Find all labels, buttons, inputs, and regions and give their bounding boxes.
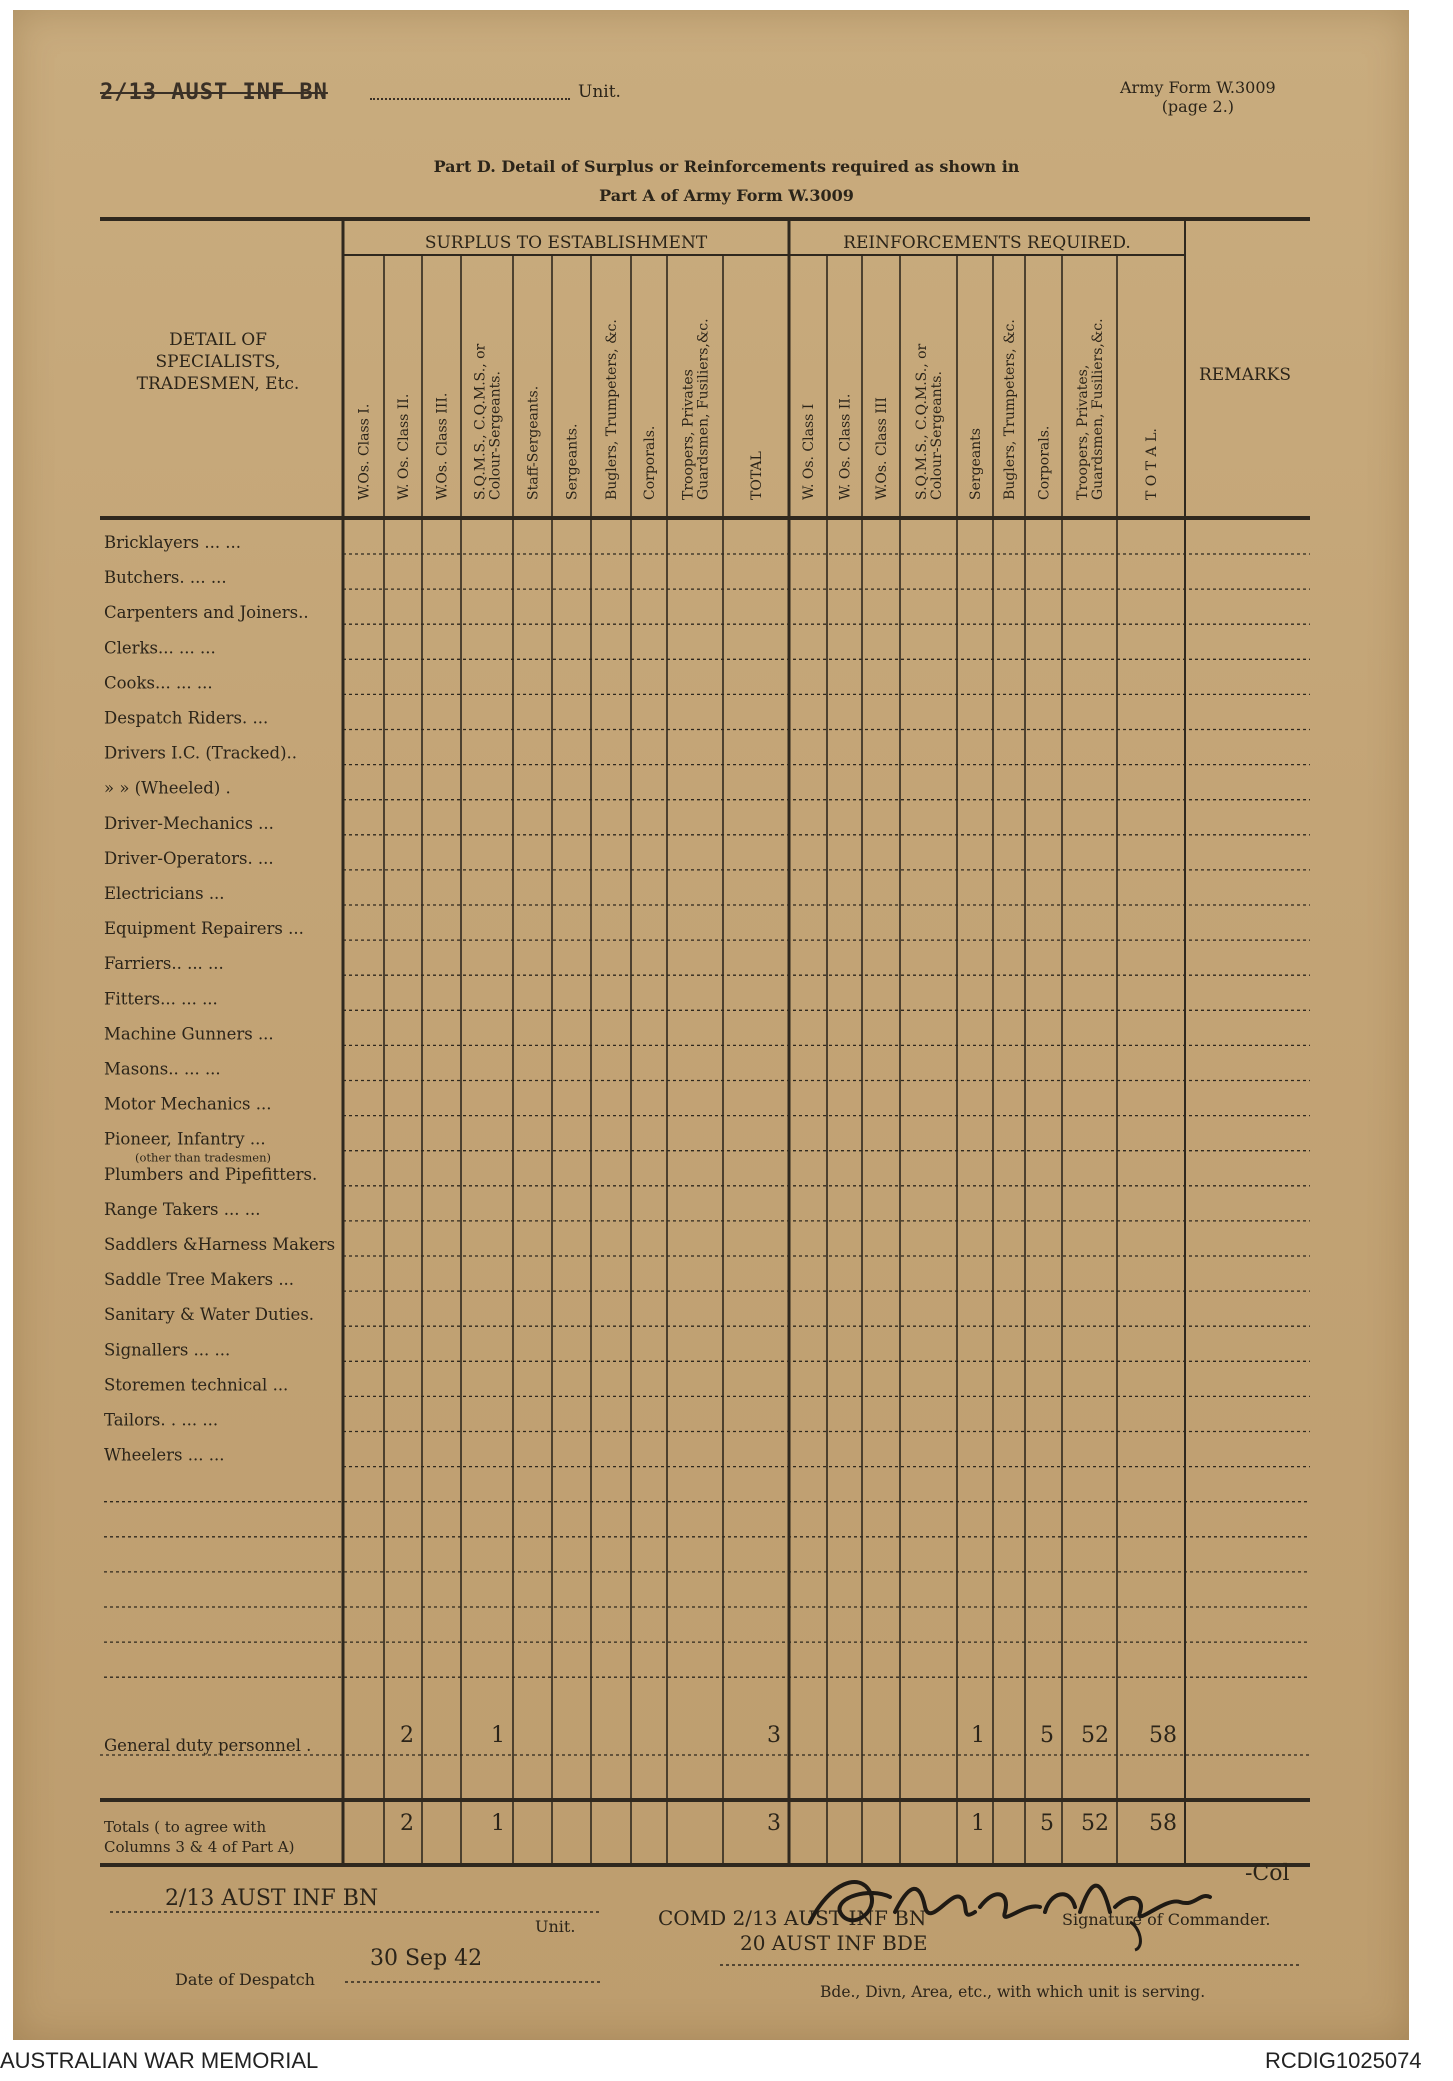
row-label: Tailors. . ... ... <box>104 1410 219 1430</box>
row-label: Saddle Tree Makers ... <box>104 1270 295 1290</box>
reinforcement-col-header-6: Buglers, Trumpeters, &c. <box>1002 319 1018 500</box>
footer-comd-line-1: COMD 2/13 AUST INF BN <box>658 1906 927 1930</box>
reinforcement-col-header-3: W.Os. Class III <box>874 397 890 500</box>
footer-signature-label: Signature of Commander. <box>1062 1910 1271 1929</box>
reinforcement-col-header-7: Corporals. <box>1036 425 1053 500</box>
surplus-header: SURPLUS TO ESTABLISHMENT <box>424 233 708 253</box>
general-duty-value-s9: 3 <box>767 1723 781 1748</box>
row-label: Storemen technical ... <box>104 1375 289 1395</box>
detail-header-line: SPECIALISTS, <box>155 352 281 372</box>
footer-unit-label: Unit. <box>535 1917 576 1936</box>
row-label: Clerks... ... ... <box>104 638 216 658</box>
totals-value-r6: 5 <box>1040 1811 1054 1836</box>
totals-value-s1: 2 <box>400 1811 414 1836</box>
row-label: Saddlers &Harness Makers <box>104 1235 336 1254</box>
surplus-col-header-1: W.Os. Class I. <box>356 403 373 500</box>
general-duty-label: General duty personnel . <box>104 1736 312 1755</box>
commander-signature <box>800 1852 1270 1952</box>
archive-id: RCDIG1025074 <box>1265 2048 1422 2073</box>
footer-formation-label: Bde., Divn, Area, etc., with which unit is serving. <box>820 1983 1206 2001</box>
surplus-col-header-9: Guardsmen, Fusiliers,&c. <box>695 318 712 500</box>
totals-value-s3: 1 <box>491 1811 505 1836</box>
row-label: Masons.. ... ... <box>104 1059 221 1079</box>
totals-label-line-1: Totals ( to agree with <box>104 1818 267 1836</box>
reinforcement-col-header-5: Sergeants <box>968 428 984 500</box>
row-label: Cooks... ... ... <box>104 673 213 693</box>
footer-date-typed: 30 Sep 42 <box>370 1946 483 1971</box>
row-label: Plumbers and Pipefitters. <box>104 1164 318 1184</box>
surplus-col-header-8: Corporals. <box>642 425 658 500</box>
reinforcement-col-header-9: T O T A L. <box>1144 428 1160 500</box>
totals-value-r8: 58 <box>1149 1811 1177 1836</box>
reinforcement-col-header-4: S.Q.M.S., C.Q.M.S., or <box>914 343 930 500</box>
surplus-col-header-4: S.Q.M.S., C.Q.M.S., or <box>472 343 489 500</box>
detail-header-line: DETAIL OF <box>169 330 267 350</box>
form-page-text: (page 2.) <box>1161 97 1235 116</box>
surplus-col-header-10: TOTAL <box>749 451 765 500</box>
row-label: Electricians ... <box>104 884 225 903</box>
general-duty-value-s1: 2 <box>400 1723 414 1748</box>
detail-header-line: TRADESMEN, Etc. <box>136 374 300 394</box>
general-duty-value-r8: 58 <box>1149 1723 1177 1748</box>
row-label: Fitters... ... ... <box>104 989 218 1009</box>
surplus-col-header-2: W. Os. Class II. <box>396 393 412 500</box>
row-label: Carpenters and Joiners.. <box>104 603 309 623</box>
general-duty-value-r6: 5 <box>1040 1723 1054 1748</box>
remarks-header: REMARKS <box>1198 365 1292 385</box>
archive-name: AUSTRALIAN WAR MEMORIAL <box>0 2048 319 2073</box>
footer-comd-line-2: 20 AUST INF BDE <box>740 1931 928 1955</box>
totals-label-line-2: Columns 3 & 4 of Part A) <box>104 1838 295 1856</box>
unit-name-top: 2/13 AUST INF BN <box>100 80 328 105</box>
row-label: Pioneer, Infantry ... <box>104 1129 266 1149</box>
part-title-line-1: Part D. Detail of Surplus or Reinforcements required as shown in <box>433 157 1020 176</box>
reinforcements-header: REINFORCEMENTS REQUIRED. <box>843 233 1131 253</box>
totals-value-s9: 3 <box>767 1811 781 1836</box>
surplus-col-header-5: Staff-Sergeants. <box>525 385 542 500</box>
reinforcement-col-header-1: W. Os. Class I <box>801 403 817 500</box>
surplus-col-header-3: W.Os. Class III. <box>434 392 451 500</box>
footer-unit-typed: 2/13 AUST INF BN <box>165 1886 379 1911</box>
row-label: Despatch Riders. ... <box>104 708 269 728</box>
pioneer-note: (other than tradesmen) <box>135 1150 271 1165</box>
reinforcement-col-header-8: Troopers, Privates, <box>1075 364 1091 500</box>
reinforcement-col-header-8: Guardsmen, Fusiliers,&c. <box>1090 318 1106 500</box>
row-label: Machine Gunners ... <box>104 1024 274 1044</box>
row-label: Drivers I.C. (Tracked).. <box>104 743 298 763</box>
row-label: Equipment Repairers ... <box>104 919 304 939</box>
surplus-col-header-7: Buglers, Trumpeters, &c. <box>604 319 620 500</box>
surplus-col-header-9: Troopers, Privates <box>680 369 697 500</box>
surplus-col-header-6: Sergeants. <box>564 423 581 500</box>
row-label: Bricklayers ... ... <box>104 533 242 552</box>
row-label: Driver-Mechanics ... <box>104 813 274 833</box>
footer-date-label: Date of Despatch <box>175 1970 315 1989</box>
row-label: Wheelers ... ... <box>104 1445 225 1465</box>
surplus-col-header-4: Colour-Sergeants. <box>487 371 504 500</box>
footer-rank-suffix: -Col <box>1245 1861 1290 1886</box>
totals-value-r4: 1 <box>971 1811 985 1836</box>
reinforcement-col-header-2: W. Os. Class II. <box>837 393 854 500</box>
row-label: » » (Wheeled) . <box>104 778 231 798</box>
row-label: Range Takers ... ... <box>104 1199 261 1219</box>
reinforcement-col-header-4: Colour-Sergeants. <box>929 371 945 500</box>
part-title-line-2: Part A of Army Form W.3009 <box>599 186 854 205</box>
general-duty-value-s3: 1 <box>491 1723 505 1748</box>
row-label: Signallers ... ... <box>104 1340 231 1360</box>
row-label: Sanitary & Water Duties. <box>104 1305 315 1325</box>
row-label: Motor Mechanics ... <box>104 1094 272 1114</box>
general-duty-value-r4: 1 <box>971 1723 985 1748</box>
form-number-text: Army Form W.3009 <box>1120 78 1276 97</box>
totals-value-r7: 52 <box>1081 1811 1109 1836</box>
unit-label-top: Unit. <box>578 82 621 102</box>
row-label: Driver-Operators. ... <box>104 848 274 868</box>
general-duty-value-r7: 52 <box>1081 1723 1109 1748</box>
row-label: Butchers. ... ... <box>104 568 227 588</box>
row-label: Farriers.. ... ... <box>104 954 224 974</box>
